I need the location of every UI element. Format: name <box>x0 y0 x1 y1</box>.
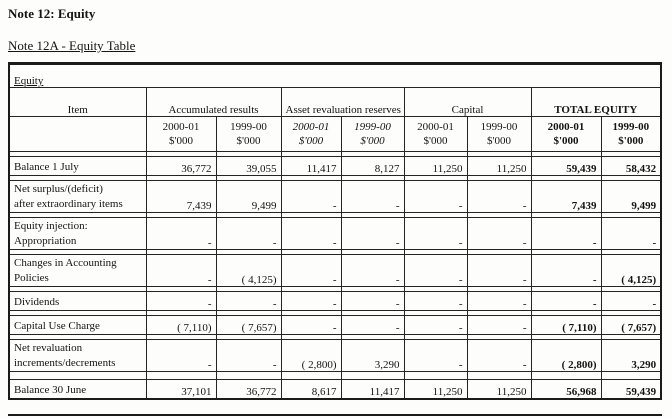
table-cell: 56,968 <box>531 380 601 400</box>
table-cell: - <box>341 255 404 287</box>
table-cell: 7,439 <box>146 181 216 213</box>
table-cell: - <box>216 292 281 311</box>
row-label: Net surplus/(deficit) after extraordinary items <box>9 181 146 213</box>
row-label: Capital Use Charge <box>9 316 146 335</box>
table-cell: - <box>404 181 467 213</box>
table-cell: ( 7,110) <box>531 316 601 335</box>
table-year-header-row <box>9 117 661 152</box>
table-cell: 58,432 <box>601 157 661 176</box>
table-cell: - <box>216 218 281 250</box>
table-cell: 3,290 <box>341 340 404 372</box>
column-header-year: 1999-00 $'000 <box>341 117 404 152</box>
table-cell: ( 4,125) <box>601 255 661 287</box>
column-header-year: 2000-01 $'000 <box>531 117 601 152</box>
column-group-accumulated-results: Accumulated results <box>146 88 281 117</box>
row-label: Changes in Accounting Policies <box>9 255 146 287</box>
column-header-year: 1999-00 $'000 <box>216 117 281 152</box>
table-group-header-row <box>9 88 661 117</box>
table-cell: 36,772 <box>216 380 281 400</box>
table-cell: 7,439 <box>531 181 601 213</box>
table-cell: - <box>404 218 467 250</box>
table-cell: 11,250 <box>404 380 467 400</box>
table-cell: - <box>216 340 281 372</box>
row-label: Net revaluation increments/decrements <box>9 340 146 372</box>
table-row-balance-30-june <box>9 380 661 400</box>
table-cell: 11,250 <box>404 157 467 176</box>
table-cell: 9,499 <box>601 181 661 213</box>
column-header-year: 1999-00 $'000 <box>467 117 531 152</box>
table-cell: ( 7,657) <box>216 316 281 335</box>
table-row-net-revaluation <box>9 340 661 372</box>
table-cell: - <box>146 292 216 311</box>
row-label: Balance 1 July <box>9 157 146 176</box>
table-row-capital-use-charge <box>9 316 661 335</box>
table-cell: ( 7,657) <box>601 316 661 335</box>
table-cell: - <box>341 292 404 311</box>
table-bottom-rule <box>8 414 662 416</box>
table-cell: - <box>146 340 216 372</box>
table-cell: ( 2,800) <box>531 340 601 372</box>
row-label: Dividends <box>9 292 146 311</box>
table-cell: - <box>531 255 601 287</box>
row-label: Equity injection: Appropriation <box>9 218 146 250</box>
table-row-changes-in-accounting-policies <box>9 255 661 287</box>
table-row-equity-injection <box>9 218 661 250</box>
row-label: Balance 30 June <box>9 380 146 400</box>
table-cell: - <box>601 292 661 311</box>
table-cell: ( 4,125) <box>216 255 281 287</box>
table-cell: 8,617 <box>281 380 341 400</box>
table-cell: ( 2,800) <box>281 340 341 372</box>
table-cell: 11,250 <box>467 157 531 176</box>
table-cell: - <box>531 218 601 250</box>
table-cell: - <box>281 316 341 335</box>
table-cell: - <box>146 255 216 287</box>
table-row-balance-1-july <box>9 157 661 176</box>
table-cell: - <box>281 255 341 287</box>
table-cell: - <box>341 316 404 335</box>
table-cell: 11,417 <box>341 380 404 400</box>
table-cell: - <box>146 218 216 250</box>
table-cell: - <box>281 292 341 311</box>
table-cell: - <box>404 255 467 287</box>
column-group-capital: Capital <box>404 88 531 117</box>
table-cell: 59,439 <box>601 380 661 400</box>
table-cell: - <box>281 181 341 213</box>
table-cell: - <box>341 181 404 213</box>
table-cell: - <box>467 292 531 311</box>
table-row-net-surplus <box>9 181 661 213</box>
table-cell: 59,439 <box>531 157 601 176</box>
table-row-dividends <box>9 292 661 311</box>
table-cell: 8,127 <box>341 157 404 176</box>
table-cell: - <box>404 292 467 311</box>
table-cell: 11,417 <box>281 157 341 176</box>
table-cell: - <box>467 181 531 213</box>
table-cell: - <box>467 340 531 372</box>
table-cell: - <box>404 316 467 335</box>
table-cell: - <box>404 340 467 372</box>
column-header-year: 1999-00 $'000 <box>601 117 661 152</box>
column-group-total-equity: TOTAL EQUITY <box>531 88 661 117</box>
table-cell: 37,101 <box>146 380 216 400</box>
table-band-title: Equity <box>9 64 661 88</box>
page-subtitle: Note 12A - Equity Table <box>8 38 136 53</box>
table-cell: - <box>467 255 531 287</box>
table-cell: 9,499 <box>216 181 281 213</box>
column-header-year: 2000-01 $'000 <box>146 117 216 152</box>
column-header-year: 2000-01 $'000 <box>404 117 467 152</box>
table-cell: 39,055 <box>216 157 281 176</box>
page-title: Note 12: Equity <box>8 6 96 21</box>
table-cell: 11,250 <box>467 380 531 400</box>
equity-table <box>8 62 662 400</box>
table-cell: - <box>467 316 531 335</box>
row-separator <box>9 372 661 380</box>
table-band-row <box>9 64 661 88</box>
table-cell: 3,290 <box>601 340 661 372</box>
table-cell: - <box>467 218 531 250</box>
table-cell: 36,772 <box>146 157 216 176</box>
table-cell: ( 7,110) <box>146 316 216 335</box>
column-header-empty <box>9 117 146 152</box>
column-group-asset-revaluation-reserves: Asset revaluation reserves <box>281 88 404 117</box>
column-header-item: Item <box>9 88 146 117</box>
table-cell: - <box>531 292 601 311</box>
table-cell: - <box>341 218 404 250</box>
table-cell: - <box>281 218 341 250</box>
column-header-year: 2000-01 $'000 <box>281 117 341 152</box>
table-cell: - <box>601 218 661 250</box>
